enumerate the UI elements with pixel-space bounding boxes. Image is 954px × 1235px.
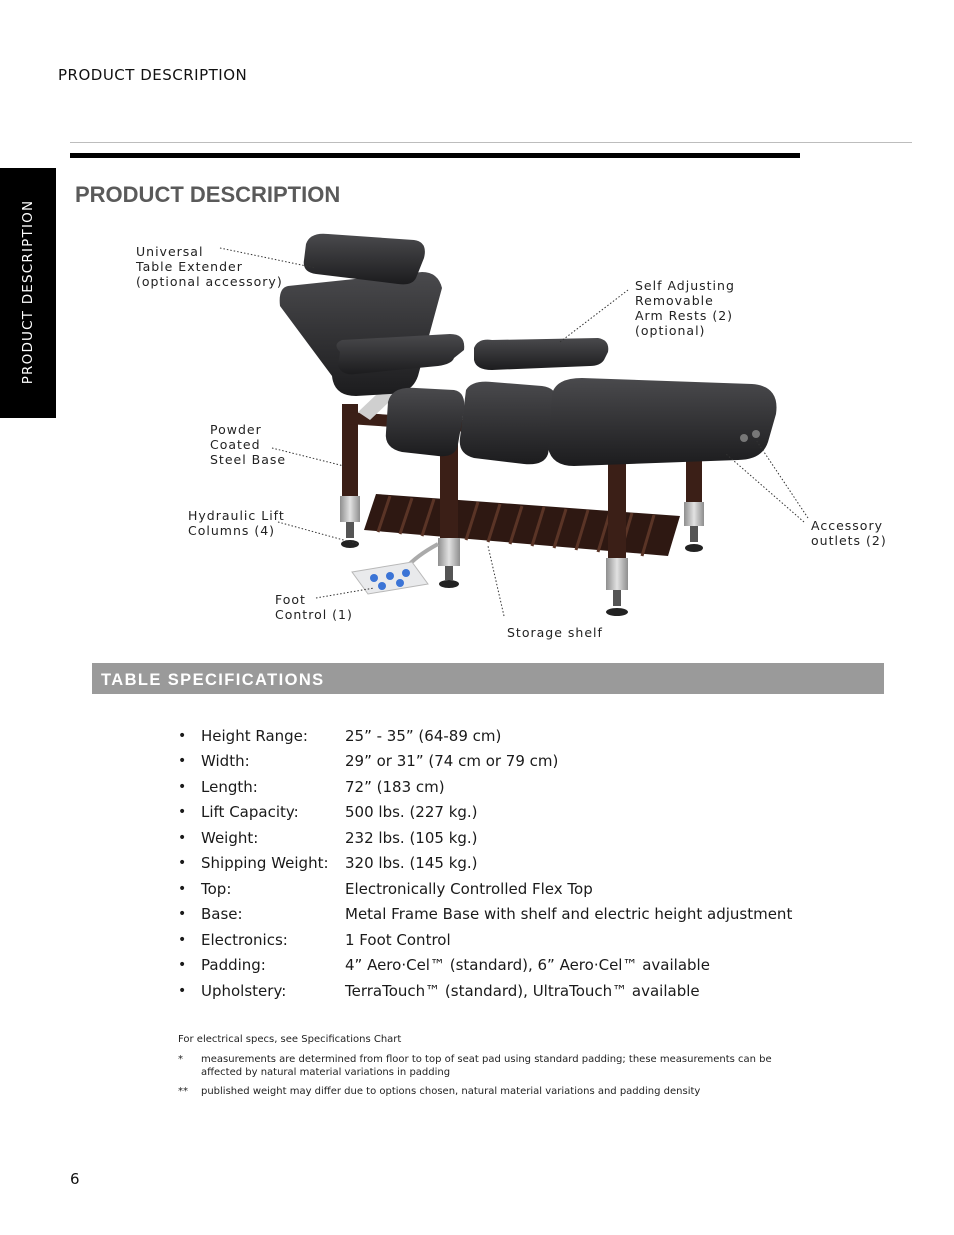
spec-heading-bar (92, 663, 884, 694)
spec-value: 232 lbs. (105 kg.) (345, 828, 478, 847)
spec-label: Top: (201, 879, 232, 898)
leader-outlets-2 (756, 440, 808, 518)
spec-value: Metal Frame Base with shelf and electric height adjustment (345, 905, 793, 924)
spec-heading: TABLE SPECIFICATIONS (101, 671, 325, 689)
spec-label: Height Range: (201, 726, 308, 745)
spec-row (178, 825, 792, 851)
footnote (178, 1086, 801, 1099)
leader-outlets-1 (726, 454, 804, 522)
spec-value: 320 lbs. (145 kg.) (345, 854, 478, 873)
spec-label: Weight: (201, 828, 259, 847)
product-figure (120, 226, 900, 646)
callout-base: Powder Coated Steel Base (210, 422, 287, 467)
spec-value: 29” or 31” (74 cm or 79 cm) (345, 752, 559, 771)
spec-bullet: • (178, 906, 187, 923)
header-thin-rule (70, 142, 912, 143)
footnote-mark: ** (178, 1086, 188, 1097)
spec-value: TerraTouch™ (standard), UltraTouch™ available (345, 981, 700, 1000)
spec-label: Padding: (201, 956, 266, 975)
spec-row (178, 953, 792, 979)
head-pillow (304, 234, 425, 285)
spec-label: Width: (201, 752, 250, 771)
section-title: PRODUCT DESCRIPTION (75, 182, 341, 207)
callout-extender: Universal Table Extender (optional accessory) (136, 244, 283, 289)
footnote-text: measurements are determined from floor to top of seat pad using standard padding; these measurements can be affected by natural material variations in padding (201, 1054, 772, 1078)
spec-label: Electronics: (201, 930, 288, 949)
spec-label: Base: (201, 905, 243, 924)
page-number: 6 (70, 1170, 80, 1188)
leader-shelf (488, 546, 504, 616)
spec-label: Length: (201, 777, 258, 796)
backrest-pad (280, 272, 442, 396)
footnote-text: published weight may differ due to options chosen, natural material variations and padding density (201, 1086, 701, 1097)
footnote-intro: For electrical specs, see Specifications Chart (178, 1034, 402, 1045)
callout-shelf: Storage shelf (507, 625, 603, 640)
seat-cushion-1 (386, 388, 464, 456)
spec-value: 25” - 35” (64-89 cm) (345, 726, 502, 745)
spec-bullet: • (178, 880, 187, 897)
spec-row (178, 876, 792, 902)
leader-armrests (560, 290, 628, 342)
callout-lift: Hydraulic Lift Columns (4) (188, 508, 285, 538)
running-head: PRODUCT DESCRIPTION (58, 66, 248, 84)
callout-outlets: Accessory outlets (2) (811, 518, 887, 548)
spec-bullet: • (178, 855, 187, 872)
spec-bullet: • (178, 982, 187, 999)
spec-bullet: • (178, 727, 187, 744)
spec-bullet: • (178, 829, 187, 846)
spec-bullet: • (178, 804, 187, 821)
footnote (178, 1054, 801, 1079)
spec-row (178, 723, 792, 749)
accessory-outlet-2 (752, 430, 760, 438)
footnote-mark: * (178, 1054, 183, 1065)
spec-list (178, 723, 792, 1004)
spec-value: 72” (183 cm) (345, 777, 445, 796)
accessory-outlet-1 (740, 434, 748, 442)
header-thick-rule (70, 153, 800, 158)
spec-row (178, 978, 792, 1004)
spec-row (178, 927, 792, 953)
seat-cushion-2 (460, 382, 557, 465)
spec-value: Electronically Controlled Flex Top (345, 879, 593, 898)
spec-row (178, 800, 792, 826)
spec-bullet: • (178, 778, 187, 795)
footnotes (178, 1034, 801, 1106)
spec-bullet: • (178, 753, 187, 770)
spec-row (178, 749, 792, 775)
callout-foot: Foot Control (1) (275, 592, 353, 622)
storage-shelf (364, 494, 680, 556)
armrest-left (336, 334, 464, 374)
spec-row (178, 774, 792, 800)
spec-value: 4” Aero·Cel™ (standard), 6” Aero·Cel™ available (345, 956, 710, 975)
spec-bullet: • (178, 931, 187, 948)
spec-value: 500 lbs. (227 kg.) (345, 803, 478, 822)
armrest-right (474, 338, 608, 370)
side-tab-label: PRODUCT DESCRIPTION (20, 199, 36, 385)
spec-value: 1 Foot Control (345, 930, 451, 949)
spec-bullet: • (178, 957, 187, 974)
spec-row (178, 902, 792, 928)
spec-label: Shipping Weight: (201, 854, 329, 873)
foot-control (352, 562, 428, 594)
callout-armrests: Self Adjusting Removable Arm Rests (2) (optional) (635, 278, 735, 338)
spec-label: Lift Capacity: (201, 803, 299, 822)
leg-pad (548, 378, 777, 466)
spec-row (178, 851, 792, 877)
spec-label: Upholstery: (201, 981, 287, 1000)
